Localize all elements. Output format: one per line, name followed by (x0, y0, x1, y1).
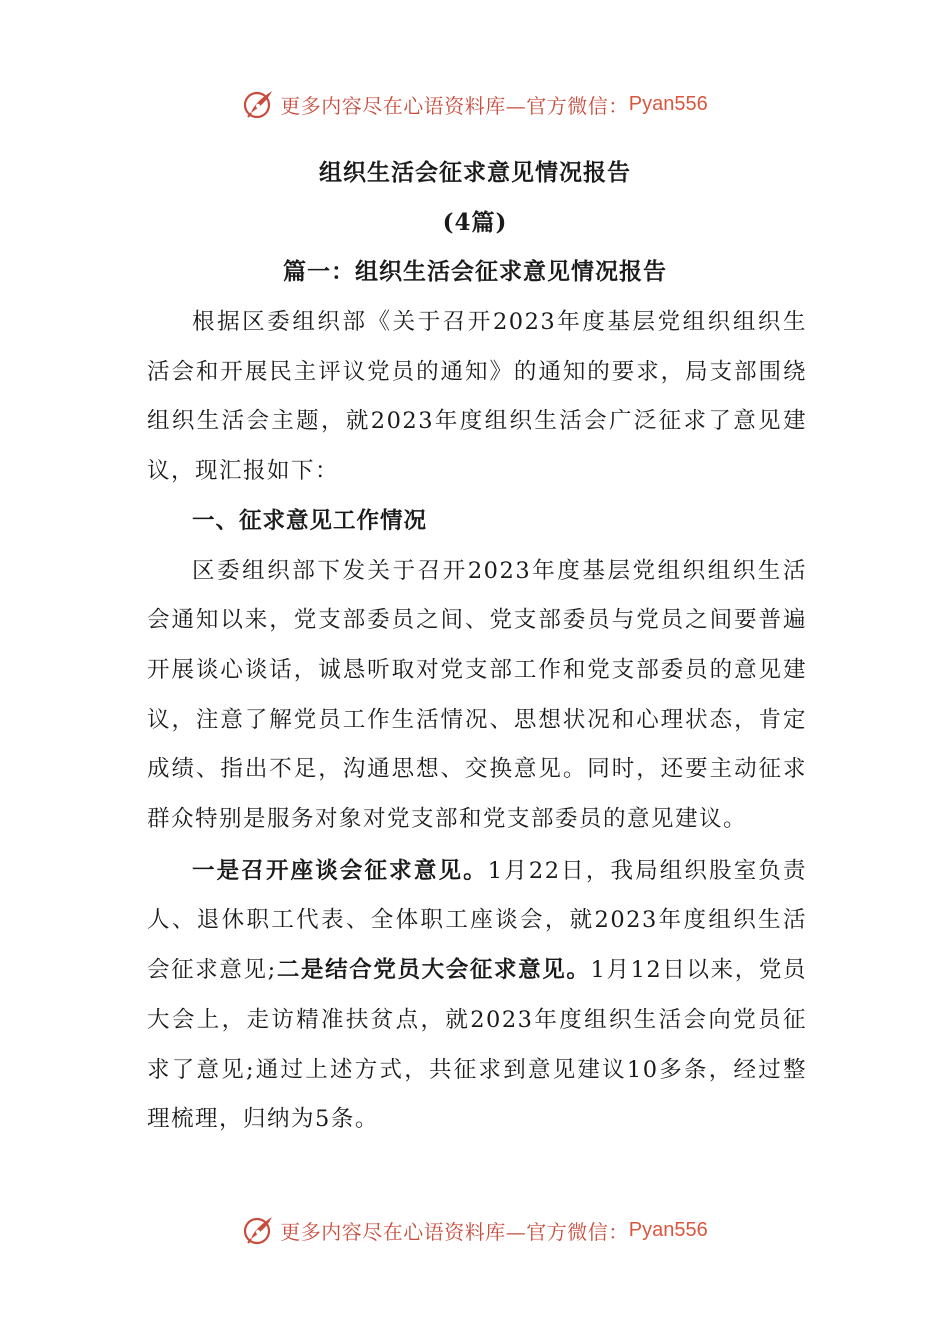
section-heading-1: 一、征求意见工作情况 (192, 507, 428, 534)
section-title: 篇一：组织生活会征求意见情况报告 (283, 258, 667, 285)
paragraph-2-text-2: 1月12日以来，党员大会上，走访精准扶贫点，就2023年度组织生活会向党员征求了意见;通过上述方式，共征求到意见建议10多条，经过整理梳理，归纳为5条。 (147, 957, 807, 1133)
paragraph-2 (147, 847, 807, 1145)
quill-logo-icon (242, 1213, 276, 1247)
document-body (147, 298, 807, 1145)
banner-wechat-id: Pyan556 (628, 1218, 708, 1241)
banner-text: 更多内容尽在心语资料库—官方微信： (280, 93, 629, 118)
banner-wechat-id: Pyan556 (628, 92, 708, 115)
paragraph-2-text-1: 1月22日，我局组织股室负责人、退休职工代表、全体职工座谈会，就2023年度组织生活会征求意见; (147, 857, 807, 984)
footer-banner (0, 1210, 950, 1250)
document-title: 组织生活会征求意见情况报告 (319, 159, 631, 186)
banner-text: 更多内容尽在心语资料库—官方微信： (280, 1219, 629, 1244)
intro-paragraph: 根据区委组织部《关于召开2023年度基层党组织组织生活会和开展民主评议党员的通知》的通知的要求，局支部围绕组织生活会主题，就2023年度组织生活会广泛征求了意见建议，现汇报如下： (147, 309, 807, 485)
paragraph-1: 区委组织部下发关于召开2023年度基层党组织组织生活会通知以来，党支部委员之间、党支部委员与党员之间要普遍开展谈心谈话，诚恳听取对党支部工作和党支部委员的意见建议，注意了解党员工作生活情况、思想状况和心理状态，肯定成绩、指出不足，沟通思想、交换意见。同时，还要主动征求群众特别是服务对象对党支部和党支部委员的意见建议。 (147, 557, 807, 833)
document-count: (4篇) (442, 209, 508, 236)
paragraph-2-bold-1: 一是召开座谈会征求意见。 (192, 857, 488, 884)
paragraph-2-bold-2: 二是结合党员大会征求意见。 (276, 957, 591, 984)
header-banner (0, 84, 950, 124)
quill-logo-icon (242, 87, 276, 121)
